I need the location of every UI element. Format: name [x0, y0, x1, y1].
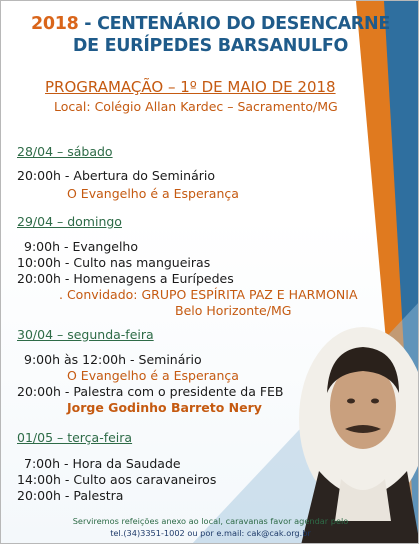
schedule-line: 20:00h - Abertura do Seminário	[17, 168, 215, 183]
schedule-line: O Evangelho é a Esperança	[67, 186, 239, 201]
footer-line-1: Serviremos refeições anexo ao local, caravanas favor agendar pelo	[72, 516, 349, 526]
location-text: Local: Colégio Allan Kardec – Sacramento/MG	[54, 99, 338, 114]
schedule-line: 20:00h - Palestra com o presidente da FEB	[17, 384, 284, 399]
day-date: 01/05 – terça-feira	[17, 430, 133, 445]
schedule-line: Belo Horizonte/MG	[175, 303, 292, 318]
speaker-name: Jorge Godinho Barreto Nery	[67, 400, 262, 415]
footer-line-2: tel.(34)3351-1002 ou por e.mail: cak@cak.org.br	[110, 528, 311, 538]
schedule-line: 7:00h - Hora da Saudade	[24, 456, 181, 471]
schedule-line: 9:00h - Evangelho	[24, 239, 138, 254]
title-line-2: DE EURÍPEDES BARSANULFO	[72, 36, 349, 56]
portrait-image	[299, 327, 419, 544]
title-line-1	[1, 14, 419, 34]
program-heading: PROGRAMAÇÃO – 1º DE MAIO DE 2018	[45, 78, 336, 96]
schedule-line: 14:00h - Culto aos caravaneiros	[17, 472, 217, 487]
schedule-line: . Convidado: GRUPO ESPÍRITA PAZ E HARMONIA	[59, 287, 358, 302]
schedule-line: 9:00h às 12:00h - Seminário	[24, 352, 202, 367]
title-text: - CENTENÁRIO DO DESENCARNE	[78, 14, 390, 34]
schedule-line: 10:00h - Culto nas mangueiras	[17, 255, 211, 270]
day-date: 28/04 – sábado	[17, 144, 113, 159]
schedule-line: 20:00h - Homenagens a Eurípedes	[17, 271, 234, 286]
day-date: 30/04 – segunda-feira	[17, 327, 154, 342]
schedule-line: 20:00h - Palestra	[17, 488, 124, 503]
title-year: 2018	[31, 14, 79, 34]
schedule-line: O Evangelho é a Esperança	[67, 368, 239, 383]
day-date: 29/04 – domingo	[17, 214, 122, 229]
